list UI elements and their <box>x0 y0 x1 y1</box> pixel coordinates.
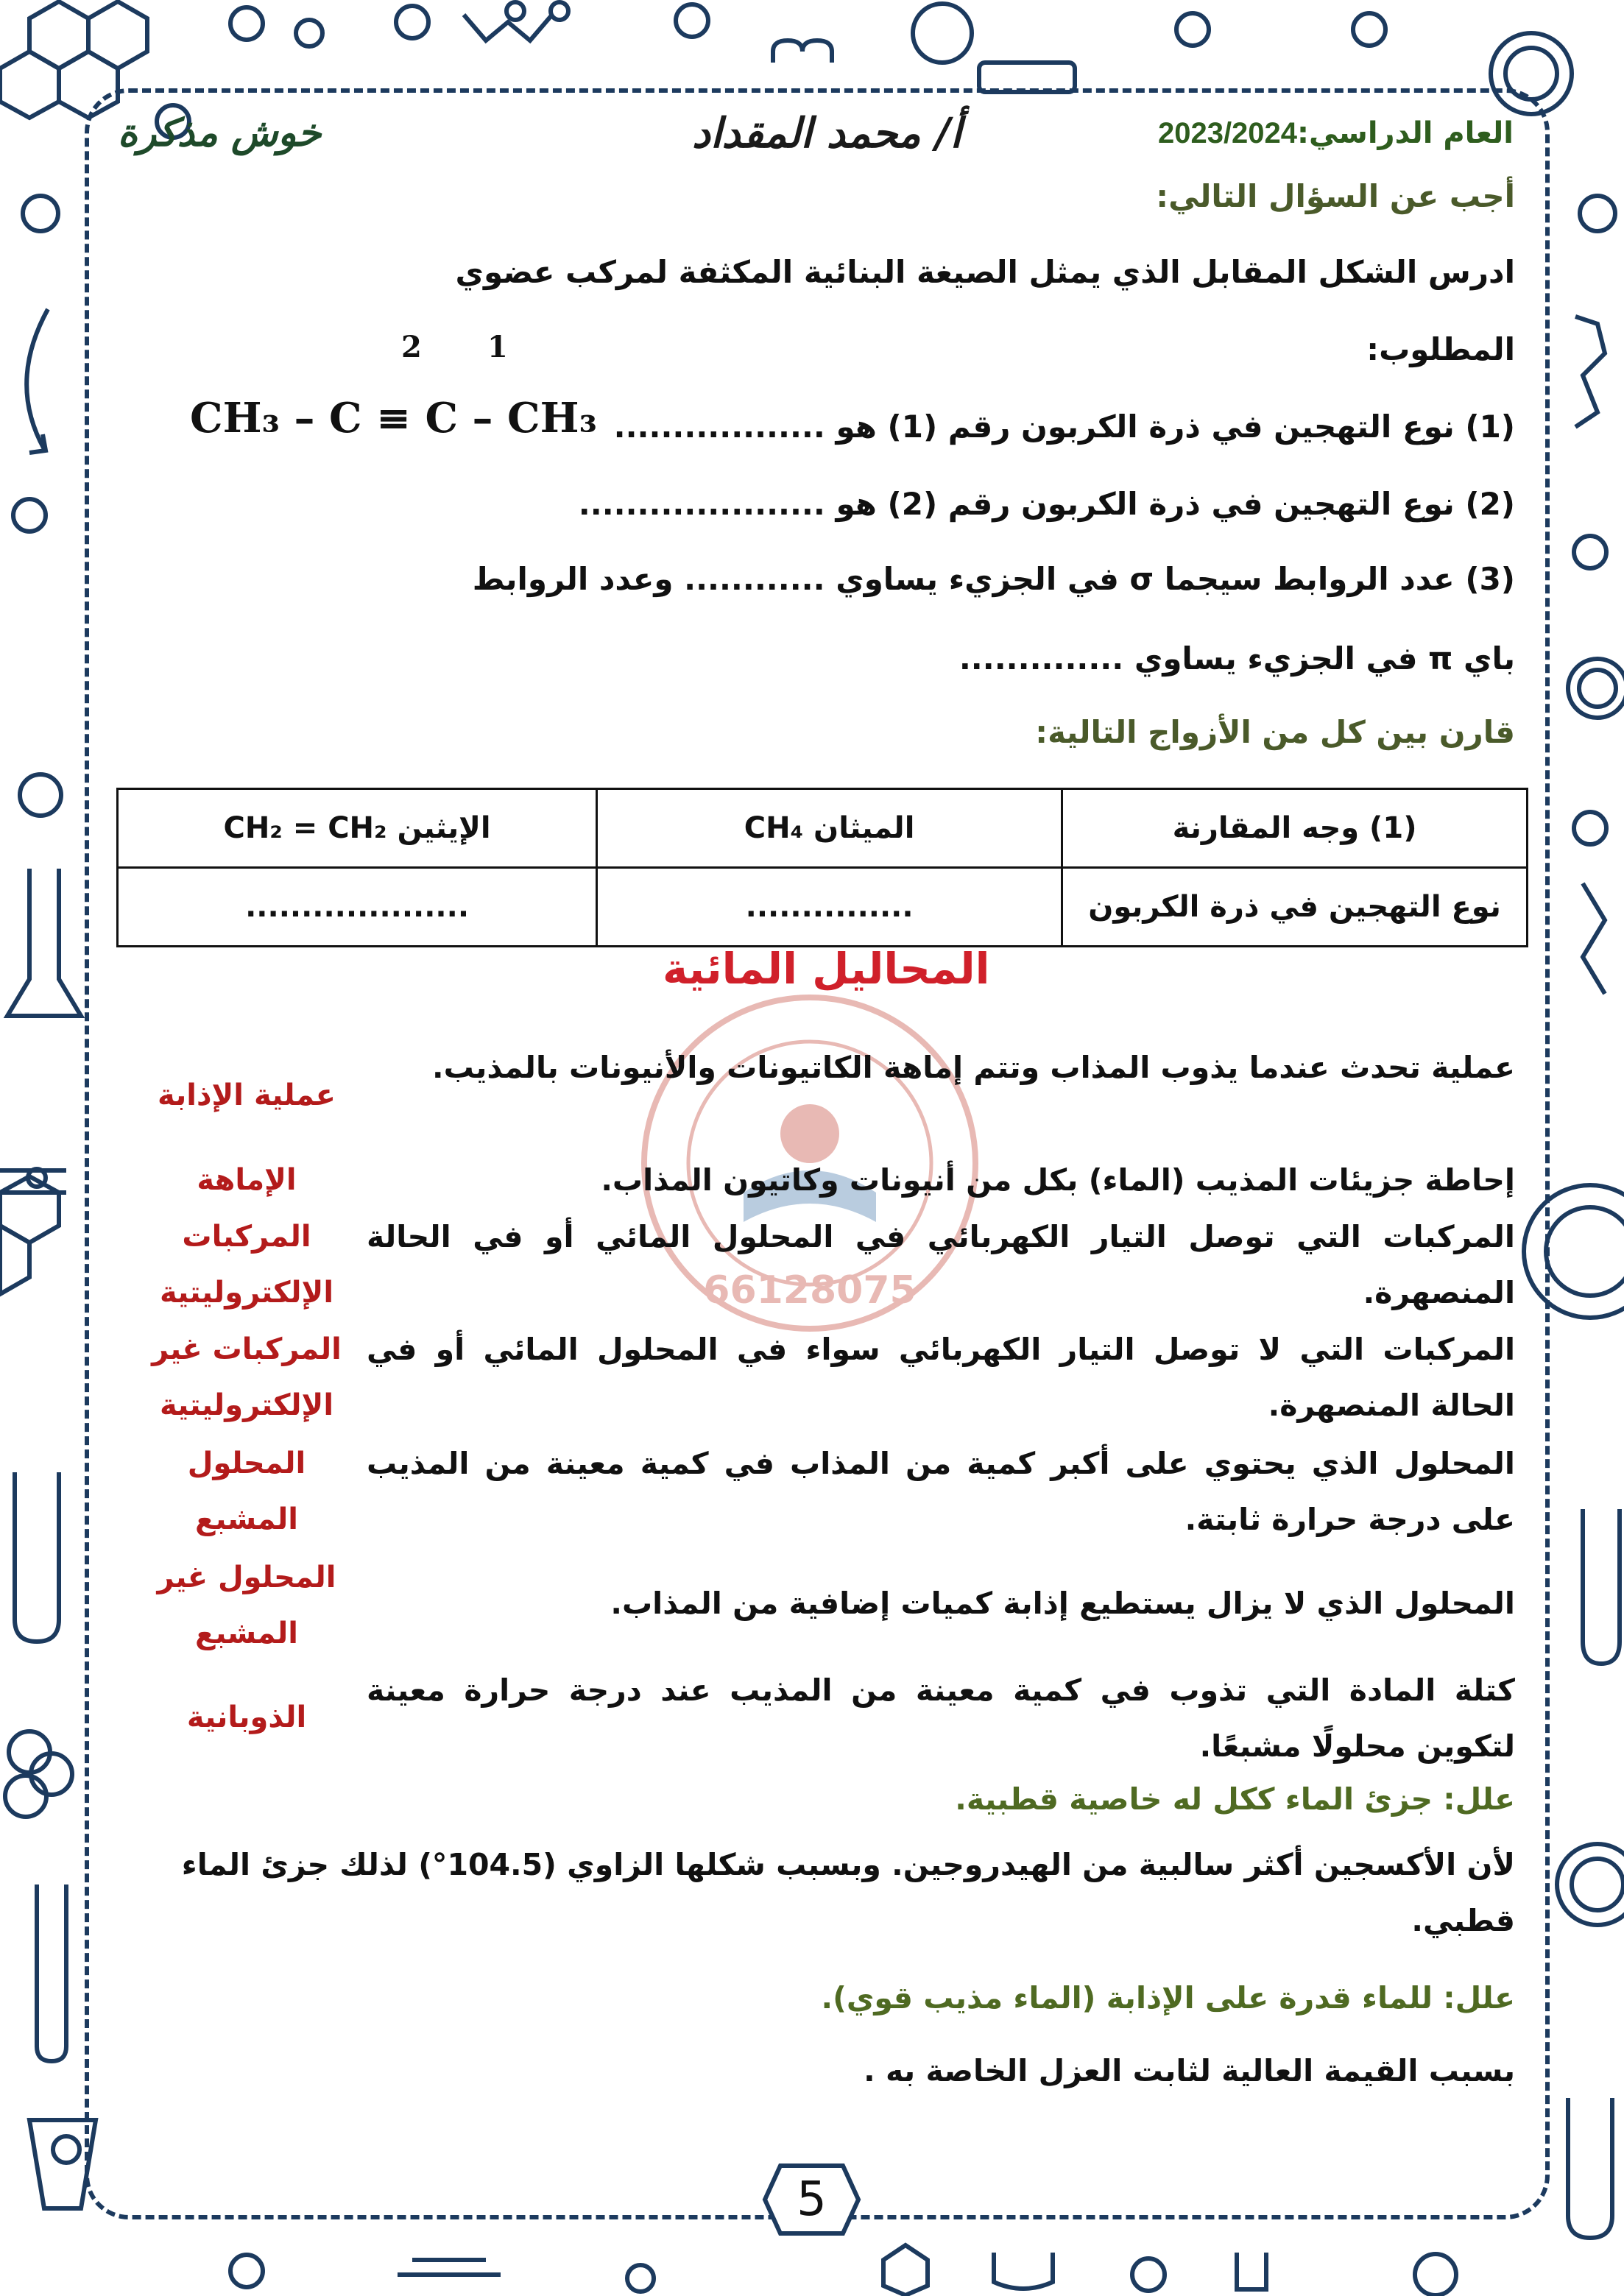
reason-answer: لأن الأكسجين أكثر سالبية من الهيدروجين. وبسبب شكلها الزاوي (104.5°) لذلك جزئ الماء قطبي. <box>181 1847 1515 1938</box>
question-item-3-cont: باي π في الجزيء يساوي .............. <box>958 640 1515 677</box>
section-title: المحاليل المائية <box>663 944 990 994</box>
page-number-value: 5 <box>797 2172 827 2227</box>
condensed-formula: CH₃ – C ≡ C – CH₃ <box>190 394 598 442</box>
question-item-2: (2) نوع التهجين في ذرة الكربون رقم (2) هو ..................... <box>578 486 1515 522</box>
required-label: المطلوب: <box>1366 331 1515 367</box>
year-label: العام الدراسي: <box>1297 116 1514 150</box>
year-value: 2023/2024 <box>1157 117 1298 149</box>
reason-question: علل: للماء قدرة على الإذابة (الماء مذيب قوي). <box>821 1980 1515 2016</box>
row-label: نوع التهجين في ذرة الكربون <box>1062 868 1528 947</box>
carbon-label-2: 2 <box>401 330 422 364</box>
definition-text: كتلة المادة التي تذوب في كمية معينة من المذيب عند درجة حرارة معينة لتكوين محلولًا مشبعًا. <box>367 1672 1515 1764</box>
definition-term: المركبات غير الإلكتروليتية <box>152 1332 342 1422</box>
brand-name: خوش مذكرة <box>118 110 322 155</box>
table-row <box>118 868 1528 947</box>
question-item-3: (3) عدد الروابط سيجما σ في الجزيء يساوي ............ وعدد الروابط <box>472 561 1515 597</box>
definition-text: المركبات التي توصل التيار الكهربائي في المحلول المائي أو في الحالة المنصهرة. <box>367 1219 1515 1310</box>
definition-text: عملية تحدث عندما يذوب المذاب وتتم إماهة الكاتيونات والأنيونات بالمذيب. <box>432 1050 1515 1085</box>
author-name: أ/ محمد المقداد <box>692 109 962 158</box>
header-aspect: (1) وجه المقارنة <box>1062 789 1528 868</box>
reason-answer: بسبب القيمة العالية لثابت العزل الخاصة به . <box>864 2053 1515 2088</box>
reason-question: علل: جزئ الماء ككل له خاصية قطبية. <box>955 1781 1515 1817</box>
cell-methane: ............... <box>597 868 1062 947</box>
header-ethene: الإيثين CH₂ = CH₂ <box>118 789 597 868</box>
definition-text: إحاطة جزيئات المذيب (الماء) بكل من أنيونات وكاتيون المذاب. <box>601 1162 1515 1198</box>
definition-text: المحلول الذي لا يزال يستطيع إذابة كميات إضافية من المذاب. <box>610 1586 1515 1621</box>
definition-term: المركبات الإلكتروليتية <box>159 1220 334 1310</box>
question-heading: أجب عن السؤال التالي: <box>1156 178 1515 214</box>
comparison-heading: قارن بين كل من الأزواج التالية: <box>1035 714 1515 750</box>
page-number <box>762 2163 861 2236</box>
definition-text: المركبات التي لا توصل التيار الكهربائي سواء في المحلول المائي أو في الحالة المنصهرة. <box>367 1332 1515 1423</box>
academic-year <box>1158 116 1514 150</box>
cell-ethene: .................... <box>118 868 597 947</box>
stamp-number: 66128075 <box>703 1268 917 1313</box>
question-intro: ادرس الشكل المقابل الذي يمثل الصيغة البنائية المكثفة لمركب عضوي <box>455 254 1515 290</box>
carbon-label-1: 1 <box>487 330 508 364</box>
definition-term: الإماهة <box>197 1163 297 1197</box>
definition-term: المحلول المشبع <box>187 1447 306 1536</box>
definition-term: الذوبانية <box>186 1700 307 1734</box>
header-methane: الميثان CH₄ <box>597 789 1062 868</box>
definition-term: المحلول غير المشبع <box>157 1561 336 1650</box>
definition-text: المحلول الذي يحتوي على أكبر كمية من المذاب في كمية معينة من المذيب على درجة حرارة ثابتة. <box>367 1446 1515 1537</box>
definition-term: عملية الإذابة <box>158 1078 336 1112</box>
comparison-table <box>116 788 1528 947</box>
table-row <box>118 789 1528 868</box>
question-item-1: (1) نوع التهجين في ذرة الكربون رقم (1) هو .................. <box>613 409 1515 445</box>
